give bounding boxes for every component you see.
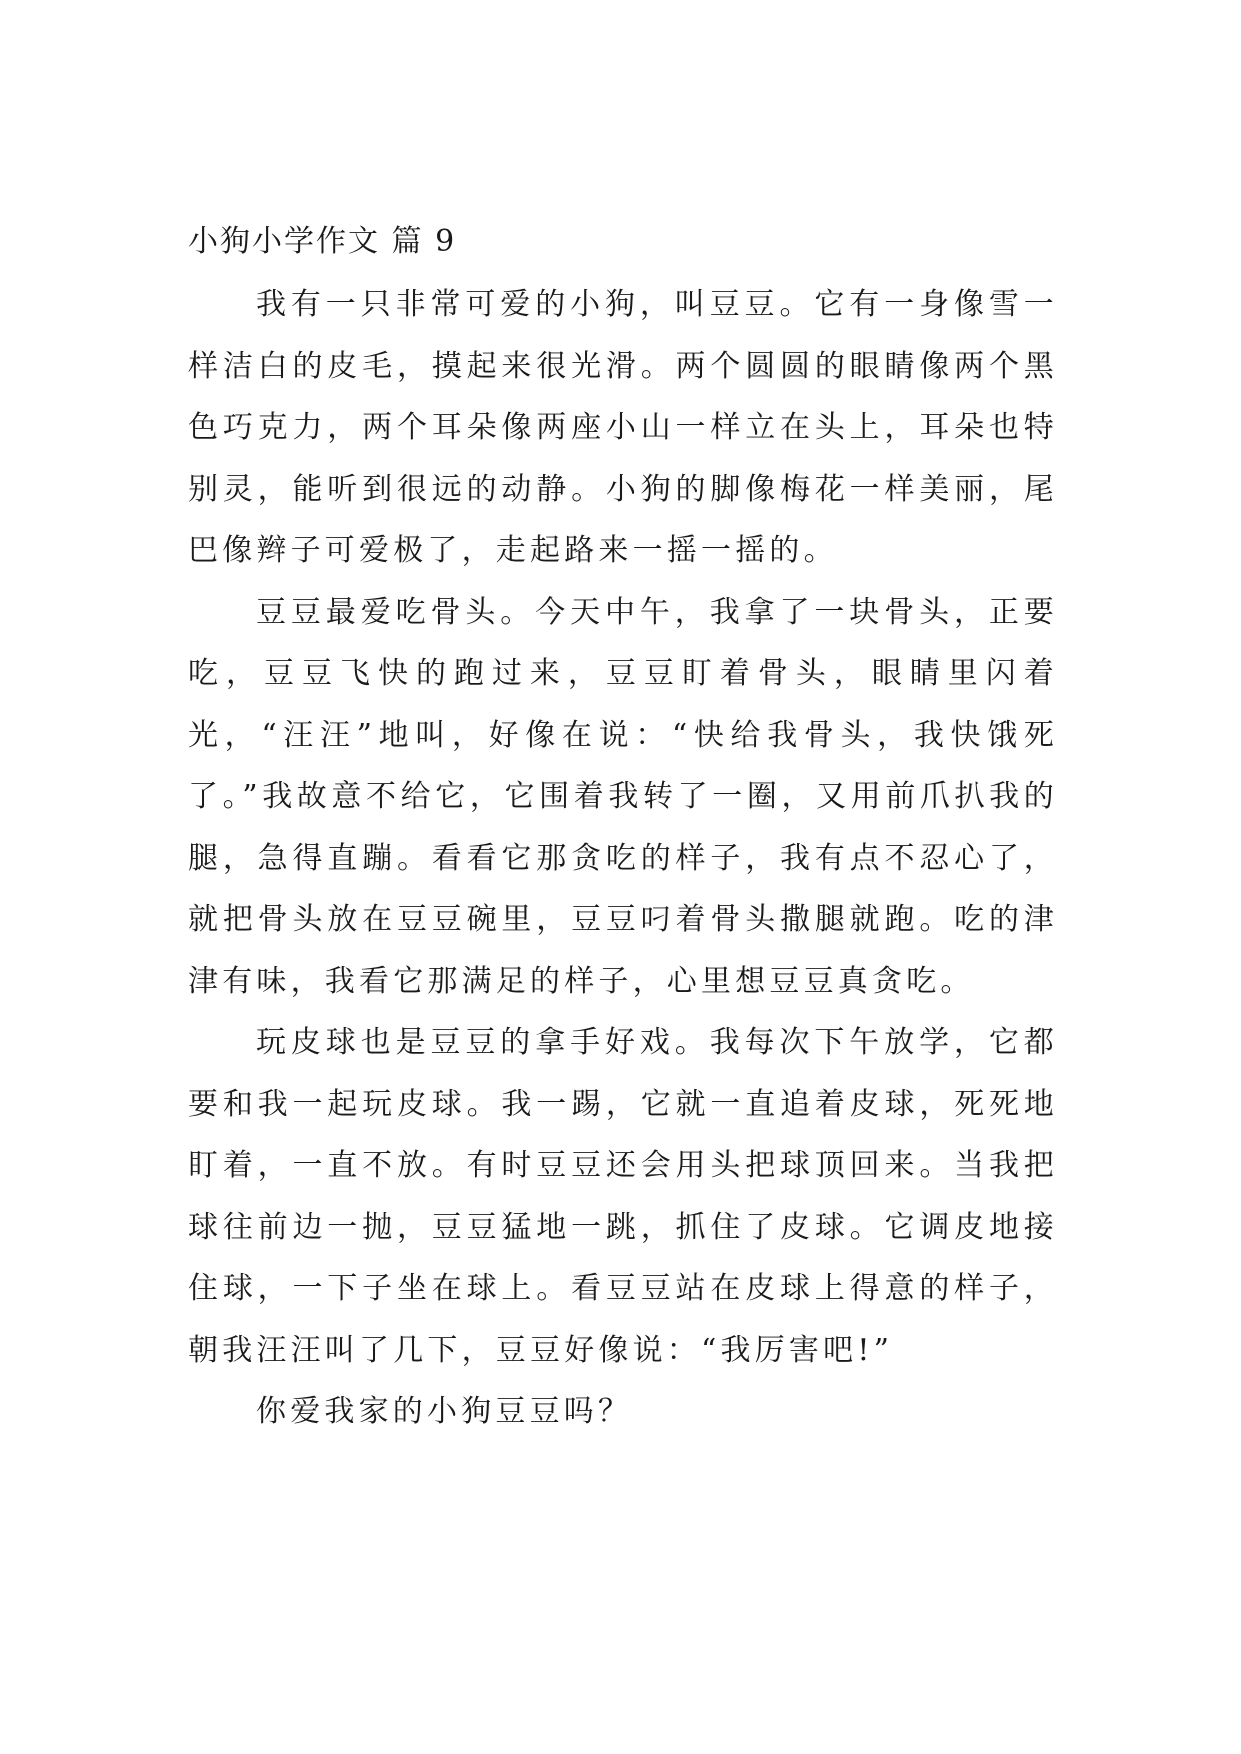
document-page (188, 220, 1058, 1443)
document-title: 小狗小学作文 篇 9 (188, 224, 457, 259)
paragraph-2: 豆豆最爱吃骨头。今天中午，我拿了一块骨头，正要吃，豆豆飞快的跑过来，豆豆盯着骨头，眼睛里闪着光，“汪汪”地叫，好像在说：“快给我骨头，我快饿死了。”我故意不给它，它围着我转了一圈，又用前爪扒我的腿，急得直蹦。看看它那贪吃的样子，我有点不忍心了，就把骨头放在豆豆碗里，豆豆叼着骨头撒腿就跑。吃的津津有味，我看它那满足的样子，心里想豆豆真贪吃。 (188, 594, 1058, 999)
paragraph-4: 你爱我家的小狗豆豆吗？ (256, 1394, 633, 1429)
paragraph-1: 我有一只非常可爱的小狗，叫豆豆。它有一身像雪一样洁白的皮毛，摸起来很光滑。两个圆圆的眼睛像两个黑色巧克力，两个耳朵像两座小山一样立在头上，耳朵也特别灵，能听到很远的动静。小狗的脚像梅花一样美丽，尾巴像辫子可爱极了，走起路来一摇一摇的。 (188, 287, 1058, 568)
paragraph-3: 玩皮球也是豆豆的拿手好戏。我每次下午放学，它都要和我一起玩皮球。我一踢，它就一直追着皮球，死死地盯着，一直不放。有时豆豆还会用头把球顶回来。当我把球往前边一抛，豆豆猛地一跳，抓住了皮球。它调皮地接住球，一下子坐在球上。看豆豆站在皮球上得意的样子，朝我汪汪叫了几下，豆豆好像说：“我厉害吧!” (188, 1025, 1058, 1368)
